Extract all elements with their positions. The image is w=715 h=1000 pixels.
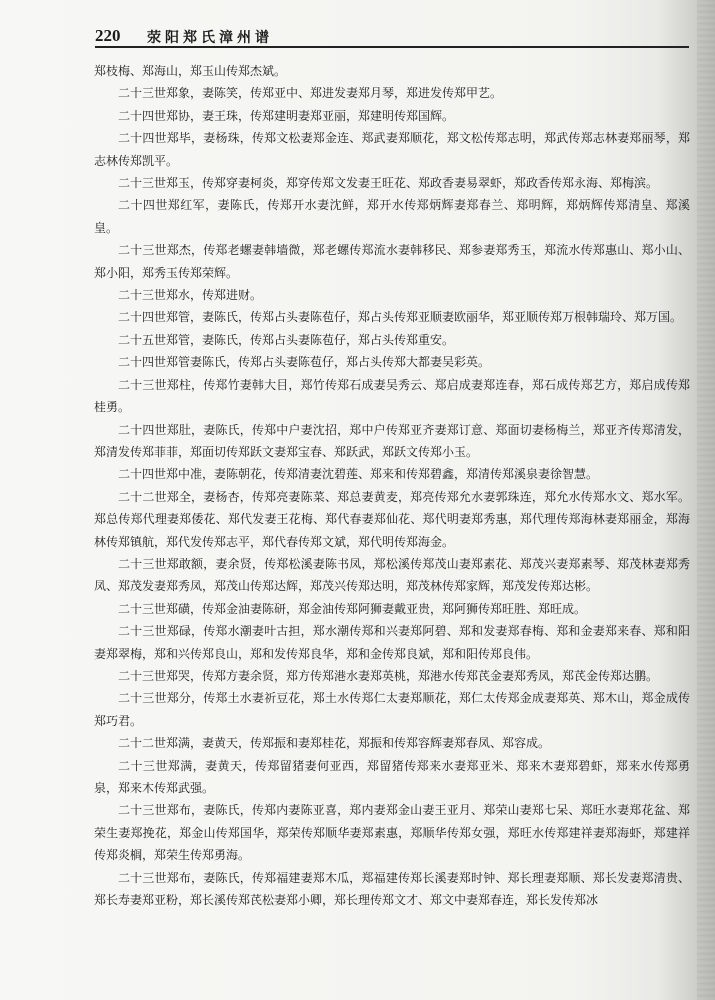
paragraph: 二十三世郑满，妻黄天，传郑留猪妻何亚西，郑留猪传郑来水妻郑亚米、郑来木妻郑碧虾，郑来水传郑勇泉，郑来木传郑武强。	[94, 758, 690, 795]
paragraph: 二十四世郑管妻陈氏，传郑占头妻陈苞仔，郑占头传郑大都妻吴彩英。	[118, 355, 491, 370]
paragraph: 二十三世郑分，传郑土水妻祈豆花，郑土水传郑仁太妻郑顺花，郑仁太传郑金成妻郑英、郑木山，郑金成传郑巧君。	[94, 691, 690, 728]
paragraph: 二十四世郑中准，妻陈朝花，传郑清妻沈碧莲、郑来和传郑碧鑫，郑清传郑溪泉妻徐智慧。	[118, 467, 599, 482]
paragraph: 郑枝梅、郑海山，郑玉山传郑杰斌。	[94, 64, 287, 78]
paragraph: 二十二世郑满，妻黄天，传郑振和妻郑桂花，郑振和传郑容辉妻郑春凤、郑容成。	[118, 736, 551, 751]
paragraph: 二十四世郑红军，妻陈氏，传郑开水妻沈鲜，郑开水传郑炳辉妻郑春兰、郑明辉，郑炳辉传郑清皇、郑溪皇。	[94, 198, 690, 235]
paragraph: 二十三世郑布，妻陈氏，传郑内妻陈亚喜，郑内妻郑金山妻王亚月、郑荣山妻郑七呆、郑旺水妻郑花盆、郑荣生妻郑挽花，郑金山传郑国华，郑荣传郑顺华妻郑素惠，郑顺华传郑女强，郑旺水传郑建祥妻郑海虾，郑建祥传郑炎榈，郑荣生传郑勇海。	[94, 803, 690, 863]
paragraph: 二十三世郑哭，传郑方妻余贤，郑方传郑港水妻郑英桃，郑港水传郑芪金妻郑秀凤，郑芪金传郑达鹏。	[118, 668, 659, 683]
paragraph: 二十三世郑柱，传郑竹妻韩大目，郑竹传郑石成妻吴秀云、郑启成妻郑连春，郑石成传郑艺方，郑启成传郑桂勇。	[94, 377, 690, 415]
page-number: 220	[95, 26, 121, 45]
paragraph: 二十三世郑碌，传郑水潮妻叶古担，郑水潮传郑和兴妻郑阿碧、郑和发妻郑春梅、郑和金妻郑来春、郑和阳妻郑翠梅，郑和兴传郑良山，郑和发传郑良华，郑和金传郑良斌，郑和阳传郑良伟。	[94, 624, 690, 661]
scan-edge-shadow	[697, 0, 715, 1000]
paragraph: 二十五世郑管，妻陈氏，传郑占头妻陈苞仔，郑占头传郑重安。	[118, 332, 455, 347]
paragraph: 二十三世郑象，妻陈笑，传郑亚中、郑进发妻郑月琴，郑进发传郑甲艺。	[118, 86, 503, 101]
paragraph: 二十四世郑肚，妻陈氏，传郑中户妻沈招，郑中户传郑亚齐妻郑订意、郑面切妻杨梅兰，郑亚齐传郑清发，郑清发传郑菲菲，郑面切传郑跃文妻郑宝春、郑跃武，郑跃文传郑小玉。	[94, 422, 690, 459]
paragraph: 二十四世郑毕，妻杨珠，传郑文松妻郑金连、郑武妻郑顺花，郑文松传郑志明，郑武传郑志林妻郑丽琴，郑志林传郑凯平。	[94, 131, 690, 168]
paragraph: 二十二世郑全，妻杨杏，传郑亮妻陈菜、郑总妻黄麦，郑亮传郑允水妻郭珠连，郑允水传郑水文、郑水军。郑总传郑代理妻郑倭花、郑代发妻王花梅、郑代春妻郑仙花、郑代明妻郑秀惠，郑代理传郑海林妻郑丽金，郑海林传郑镇航，郑代发传郑志平，郑代春传郑文斌，郑代明传郑海金。	[94, 489, 690, 549]
paragraph: 二十四世郑协，妻王珠，传郑建明妻郑亚丽，郑建明传郑国辉。	[118, 108, 455, 123]
book-title: 荥阳郑氏漳州谱	[147, 30, 273, 46]
paragraph: 二十三世郑玉，传郑穿妻柯炎，郑穿传郑文发妻王旺花、郑政香妻易翠虾，郑政香传郑永海、郑梅滨。	[118, 176, 659, 191]
paragraph: 二十三世郑杰，传郑老螺妻韩墙微，郑老螺传郑流水妻韩移民、郑参妻郑秀玉，郑流水传郑惠山、郑小山、郑小阳，郑秀玉传郑荣辉。	[94, 243, 690, 280]
paragraph: 二十三世郑敢额，妻余贤，传郑松溪妻陈书凤，郑松溪传郑茂山妻郑素花、郑茂兴妻郑素琴、郑茂林妻郑秀凤、郑茂发妻郑秀凤，郑茂山传郑达辉，郑茂兴传郑达明，郑茂林传郑家辉，郑茂发传郑达彬。	[94, 556, 690, 594]
body-text	[94, 60, 690, 911]
paragraph: 二十四世郑管，妻陈氏，传郑占头妻陈苞仔，郑占头传郑亚顺妻欧丽华，郑亚顺传郑万根韩瑞玲、郑万国。	[118, 310, 683, 325]
paragraph: 二十三世郑水，传郑进财。	[118, 288, 263, 303]
header-rule	[95, 46, 689, 48]
paragraph: 二十三世郑布，妻陈氏，传郑福建妻郑木瓜，郑福建传郑长溪妻郑时钟、郑长理妻郑顺、郑长发妻郑清贵、郑长寿妻郑亚粉，郑长溪传郑芪松妻郑小卿，郑长理传郑文才、郑文中妻郑春连，郑长发传郑冰	[94, 870, 690, 908]
paragraph: 二十三世郑磺，传郑金油妻陈研，郑金油传郑阿狮妻戴亚贵，郑阿狮传郑旺胜、郑旺成。	[118, 601, 587, 616]
